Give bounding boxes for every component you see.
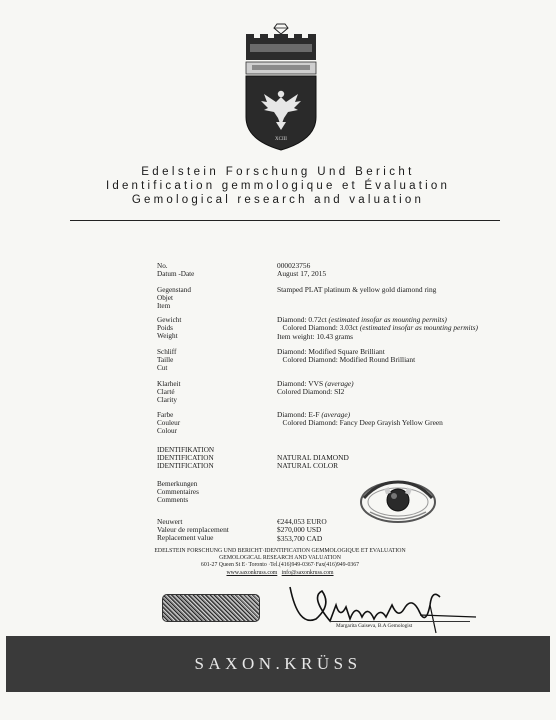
- value-euro: €244,053 EURO: [277, 517, 327, 526]
- label-clarity: Klarheit Clarté Clarity: [157, 380, 181, 404]
- value-no-date: [277, 262, 326, 279]
- crest-emblem: [240, 22, 322, 152]
- value-usd: $270,000 USD: [277, 525, 322, 535]
- value-clarity: Diamond: VVS (average) Colored Diamond: SI2: [277, 379, 354, 397]
- signature-line: [330, 621, 470, 622]
- hologram-seal: [162, 594, 260, 622]
- email-link[interactable]: info@saxonkruss.com: [281, 569, 334, 576]
- value-colour: Diamond: E-F (average) Colored Diamond: Fancy Deep Grayish Yellow Green: [277, 410, 443, 428]
- label-cut: Schliff Taille Cut: [157, 348, 177, 372]
- value-cad: $353,700 CAD: [277, 533, 323, 543]
- website-link[interactable]: www.saxonkruss.com: [226, 569, 278, 576]
- brand-logo-text: SAXON.KRÜSS: [194, 654, 362, 673]
- certificate-heading: [40, 165, 516, 207]
- heading-divider: [70, 220, 500, 221]
- brand-footer-bar: [6, 636, 550, 692]
- heading-french: Identification gemmologique et Évaluation: [105, 180, 451, 192]
- value-cut: Diamond: Modified Square Brilliant Colored Diamond: Modified Round Brilliant: [277, 347, 416, 365]
- label-value: Neuwert Valeur de remplacement Replacement value: [157, 517, 229, 542]
- value-weight: Diamond: 0.72ct (estimated insofar as mounting permits) Colored Diamond: 3.03ct (estimated insofar as mounting permits) Item weight: 10.43 grams: [277, 315, 478, 341]
- ring-photo: [358, 468, 438, 530]
- label-comments: Bemerkungen Commentaires Comments: [157, 480, 199, 504]
- heading-english: Gemological research and valuation: [131, 194, 425, 206]
- value-identification: NATURAL DIAMOND NATURAL COLOR: [277, 453, 349, 471]
- certificate-number: 000023756: [277, 261, 311, 270]
- label-item: Gegenstand Objet Item: [157, 286, 191, 310]
- value-item: Stamped PLAT platinum & yellow gold diamond ring: [277, 285, 437, 294]
- label-no: No. Datum -Date: [157, 262, 195, 278]
- label-colour: Farbe Couleur Colour: [157, 411, 181, 435]
- signatory-name: Margarita Gaiseva, B.A Gemologist: [336, 623, 413, 629]
- label-weight: Gewicht Poids Weight: [157, 316, 182, 340]
- crest-label: XCIII: [275, 137, 287, 142]
- label-identification: IDENTIFIKATION IDENTIFICATION IDENTIFICATION: [157, 446, 215, 470]
- certificate-date: August 17, 2015: [277, 269, 327, 279]
- heading-german: Edelstein Forschung Und Bericht: [141, 166, 415, 178]
- lab-address-block: EDELSTEIN FORSCHUNG UND BERICHT·IDENTIFICATION GEMMOLOGIQUE ET EVALUATION GEMOLOGICAL RESEARCH AND VALUATION 601-27 Queen St E· Toronto ·Tel.(416)949-0367·Fax(416)949-0367 www.saxonkruss.com info@saxonkruss.com: [154, 548, 406, 576]
- value-replacement: [277, 518, 327, 543]
